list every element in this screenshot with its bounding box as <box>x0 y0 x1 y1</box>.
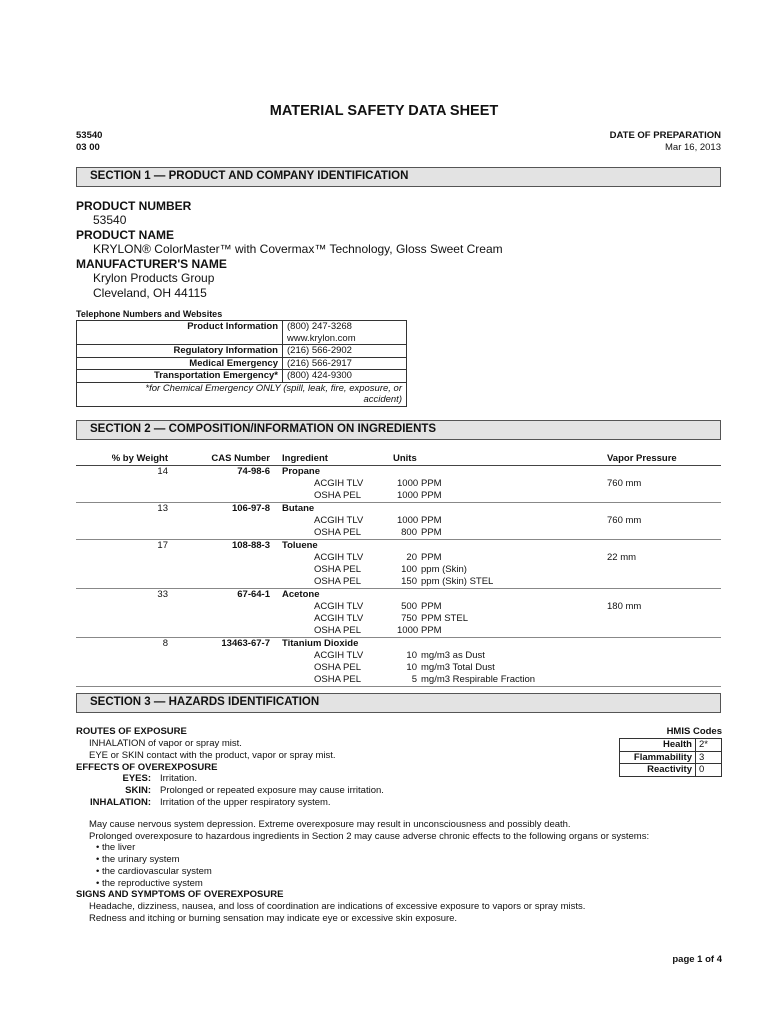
limit-value: 20 <box>406 552 417 563</box>
ingredient-name: Toluene <box>282 540 318 551</box>
limit-value: 800 <box>401 527 417 538</box>
organ-list-item: • the cardiovascular system <box>96 866 212 877</box>
ingredient-name: Titanium Dioxide <box>282 638 359 649</box>
hmis-key: Reactivity <box>620 764 696 777</box>
ingredient-cas: 108-88-3 <box>231 540 270 551</box>
exposure-limit-row <box>76 625 721 637</box>
route-item: EYE or SKIN contact with the product, vapor or spray mist. <box>89 750 336 761</box>
exposure-limit-row <box>76 527 721 539</box>
manufacturer-line-2: Cleveland, OH 44115 <box>93 286 207 300</box>
exposure-limit-row <box>76 601 721 613</box>
limit-type: OSHA PEL <box>314 576 361 587</box>
contact-row <box>77 321 407 345</box>
effect-text-inhalation: Irritation of the upper respiratory system. <box>160 797 331 808</box>
hmis-row <box>620 764 722 777</box>
limit-type: OSHA PEL <box>314 625 361 636</box>
limit-type: ACGIH TLV <box>314 601 364 612</box>
column-weight: % by Weight <box>111 453 168 464</box>
organ-name: the urinary system <box>101 854 180 865</box>
section-3-heading: SECTION 3 — HAZARDS IDENTIFICATION <box>76 693 721 713</box>
contact-table <box>76 320 407 407</box>
sign-item: Headache, dizziness, nausea, and loss of coordination are indications of excessive exposure to vapors or spray mists. <box>89 901 586 912</box>
preparation-date-value: Mar 16, 2013 <box>665 142 721 153</box>
column-cas: CAS Number <box>211 453 270 464</box>
column-units: Units <box>393 453 417 464</box>
column-ingredient: Ingredient <box>282 453 328 464</box>
limit-unit: PPM <box>421 625 442 636</box>
ingredient-weight: 13 <box>157 503 168 514</box>
organ-list-item: • the urinary system <box>96 854 180 865</box>
limit-unit: mg/m3 Respirable Fraction <box>421 674 536 685</box>
sign-item: Redness and itching or burning sensation may indicate eye or excessive skin exposure. <box>89 913 458 924</box>
ingredient-cas: 74-98-6 <box>237 466 270 477</box>
ingredients-table <box>76 453 721 687</box>
ingredient-row <box>76 540 721 552</box>
limit-type: ACGIH TLV <box>314 650 364 661</box>
ingredient-weight: 33 <box>157 589 168 600</box>
limit-unit: PPM <box>421 527 442 538</box>
limit-unit: mg/m3 Total Dust <box>421 662 495 673</box>
limit-type: ACGIH TLV <box>314 552 364 563</box>
organ-name: the cardiovascular system <box>101 866 212 877</box>
limit-unit: PPM <box>421 490 442 501</box>
ingredients-header-row <box>76 453 721 466</box>
chronic-para-1: May cause nervous system depression. Extreme overexposure may result in unconsciousness and possibly death. <box>89 819 571 830</box>
contact-phone: (216) 566-2902 <box>283 345 407 358</box>
vapor-pressure: 760 mm <box>607 478 642 489</box>
emergency-note-row <box>77 382 407 406</box>
preparation-date-label: DATE OF PREPARATION <box>609 130 721 141</box>
limit-value: 10 <box>406 650 417 661</box>
vapor-pressure: 22 mm <box>607 552 637 563</box>
exposure-limit-row <box>76 576 721 588</box>
limit-value: 150 <box>401 576 417 587</box>
limit-unit: PPM <box>421 601 442 612</box>
contact-row <box>77 345 407 358</box>
limit-value: 500 <box>401 601 417 612</box>
limit-type: ACGIH TLV <box>314 478 364 489</box>
route-item: INHALATION of vapor or spray mist. <box>89 738 242 749</box>
product-name-label: PRODUCT NAME <box>76 228 174 242</box>
contact-row <box>77 370 407 383</box>
manufacturer-line-1: Krylon Products Group <box>93 271 215 285</box>
ingredient-weight: 17 <box>157 540 168 551</box>
emergency-note-line-2: accident) <box>363 394 402 405</box>
exposure-limit-row <box>76 552 721 564</box>
limit-value: 100 <box>401 564 417 575</box>
routes-label: ROUTES OF EXPOSURE <box>76 726 187 737</box>
limit-value: 1000 <box>397 490 419 501</box>
ingredient-row <box>76 638 721 650</box>
limit-type: ACGIH TLV <box>314 515 364 526</box>
contact-row <box>77 357 407 370</box>
ingredient-cas: 106-97-8 <box>231 503 270 514</box>
limit-unit: mg/m3 as Dust <box>421 650 485 661</box>
chronic-para-2: Prolonged overexposure to hazardous ingredients in Section 2 may cause adverse chronic effects to the following organs or systems: <box>89 831 650 842</box>
limit-unit: PPM <box>421 515 442 526</box>
header-code-1: 53540 <box>76 130 103 141</box>
hmis-key: Health <box>620 739 696 752</box>
signs-label: SIGNS AND SYMPTOMS OF OVEREXPOSURE <box>76 889 284 900</box>
contact-phone: (800) 247-3268 <box>287 321 352 332</box>
effect-label-eyes: EYES: <box>122 773 151 784</box>
exposure-limit-row <box>76 490 721 502</box>
limit-type: ACGIH TLV <box>314 613 364 624</box>
effect-label-skin: SKIN: <box>125 785 151 796</box>
page-number: page 1 of 4 <box>672 954 722 965</box>
hmis-value: 2* <box>696 739 722 752</box>
limit-unit: ppm (Skin) STEL <box>421 576 494 587</box>
ingredient-cas: 13463-67-7 <box>221 638 270 649</box>
effect-text-skin: Prolonged or repeated exposure may cause irritation. <box>160 785 384 796</box>
ingredient-row <box>76 466 721 478</box>
ingredient-group <box>76 540 721 589</box>
header-codes <box>76 130 102 154</box>
contact-label: Product Information <box>77 321 283 345</box>
ingredient-name: Butane <box>282 503 315 514</box>
effect-text-eyes: Irritation. <box>160 773 197 784</box>
hmis-label: HMIS Codes <box>666 726 722 737</box>
contact-phone: (800) 424-9300 <box>283 370 407 383</box>
ingredient-group <box>76 503 721 540</box>
limit-value: 1000 <box>397 625 419 636</box>
organ-name: the liver <box>101 842 136 853</box>
limit-value: 1000 <box>397 478 419 489</box>
ingredient-name: Propane <box>282 466 321 477</box>
contact-value <box>283 321 407 345</box>
limit-type: OSHA PEL <box>314 674 361 685</box>
limit-type: OSHA PEL <box>314 490 361 501</box>
product-number-value: 53540 <box>93 213 127 227</box>
limit-type: OSHA PEL <box>314 662 361 673</box>
preparation-date-block <box>610 130 721 154</box>
limit-value: 10 <box>406 662 417 673</box>
organ-list-item: • the reproductive system <box>96 878 203 889</box>
exposure-limit-row <box>76 674 721 686</box>
exposure-limit-row <box>76 515 721 527</box>
ingredient-weight: 8 <box>162 638 168 649</box>
emergency-note <box>77 382 407 406</box>
exposure-limit-row <box>76 564 721 576</box>
ingredient-group <box>76 589 721 638</box>
limit-value: 5 <box>411 674 417 685</box>
ingredient-name: Acetone <box>282 589 320 600</box>
exposure-limit-row <box>76 662 721 674</box>
hmis-row <box>620 739 722 752</box>
section-2-heading: SECTION 2 — COMPOSITION/INFORMATION ON INGREDIENTS <box>76 420 721 440</box>
contact-phone: (216) 566-2917 <box>283 357 407 370</box>
exposure-limit-row <box>76 650 721 662</box>
limit-type: OSHA PEL <box>314 527 361 538</box>
product-name-value: KRYLON® ColorMaster™ with Covermax™ Technology, Gloss Sweet Cream <box>93 242 503 256</box>
telephone-heading: Telephone Numbers and Websites <box>76 309 223 319</box>
ingredient-group <box>76 466 721 503</box>
exposure-limit-row <box>76 478 721 490</box>
vapor-pressure: 180 mm <box>607 601 642 612</box>
ingredient-cas: 67-64-1 <box>237 589 270 600</box>
ingredient-weight: 14 <box>157 466 168 477</box>
organ-name: the reproductive system <box>101 878 203 889</box>
hmis-value: 0 <box>696 764 722 777</box>
effect-label-inhalation: INHALATION: <box>89 797 151 808</box>
limit-type: OSHA PEL <box>314 564 361 575</box>
vapor-pressure: 760 mm <box>607 515 642 526</box>
organ-list-item: • the liver <box>96 842 136 853</box>
ingredient-row <box>76 503 721 515</box>
limit-unit: PPM <box>421 478 442 489</box>
limit-unit: PPM <box>421 552 442 563</box>
hmis-key: Flammability <box>620 751 696 764</box>
limit-unit: ppm (Skin) <box>421 564 467 575</box>
hmis-row <box>620 751 722 764</box>
product-number-label: PRODUCT NUMBER <box>76 199 192 213</box>
header-code-2: 03 00 <box>76 142 100 153</box>
contact-label: Transportation Emergency* <box>77 370 283 383</box>
manufacturer-label: MANUFACTURER'S NAME <box>76 257 227 271</box>
hmis-table <box>619 738 722 777</box>
limit-value: 1000 <box>397 515 419 526</box>
effects-label: EFFECTS OF OVEREXPOSURE <box>76 762 218 773</box>
limit-unit: PPM STEL <box>421 613 468 624</box>
ingredient-group <box>76 638 721 687</box>
contact-website[interactable]: www.krylon.com <box>287 332 356 344</box>
contact-label: Medical Emergency <box>77 357 283 370</box>
limit-value: 750 <box>401 613 417 624</box>
document-title: MATERIAL SAFETY DATA SHEET <box>269 103 499 119</box>
hmis-value: 3 <box>696 751 722 764</box>
section-1-heading: SECTION 1 — PRODUCT AND COMPANY IDENTIFICATION <box>76 167 721 187</box>
exposure-limit-row <box>76 613 721 625</box>
emergency-note-line-1: *for Chemical Emergency ONLY (spill, leak, fire, exposure, or <box>145 382 402 394</box>
ingredient-row <box>76 589 721 601</box>
contact-label: Regulatory Information <box>77 345 283 358</box>
column-vapor-pressure: Vapor Pressure <box>607 453 677 464</box>
